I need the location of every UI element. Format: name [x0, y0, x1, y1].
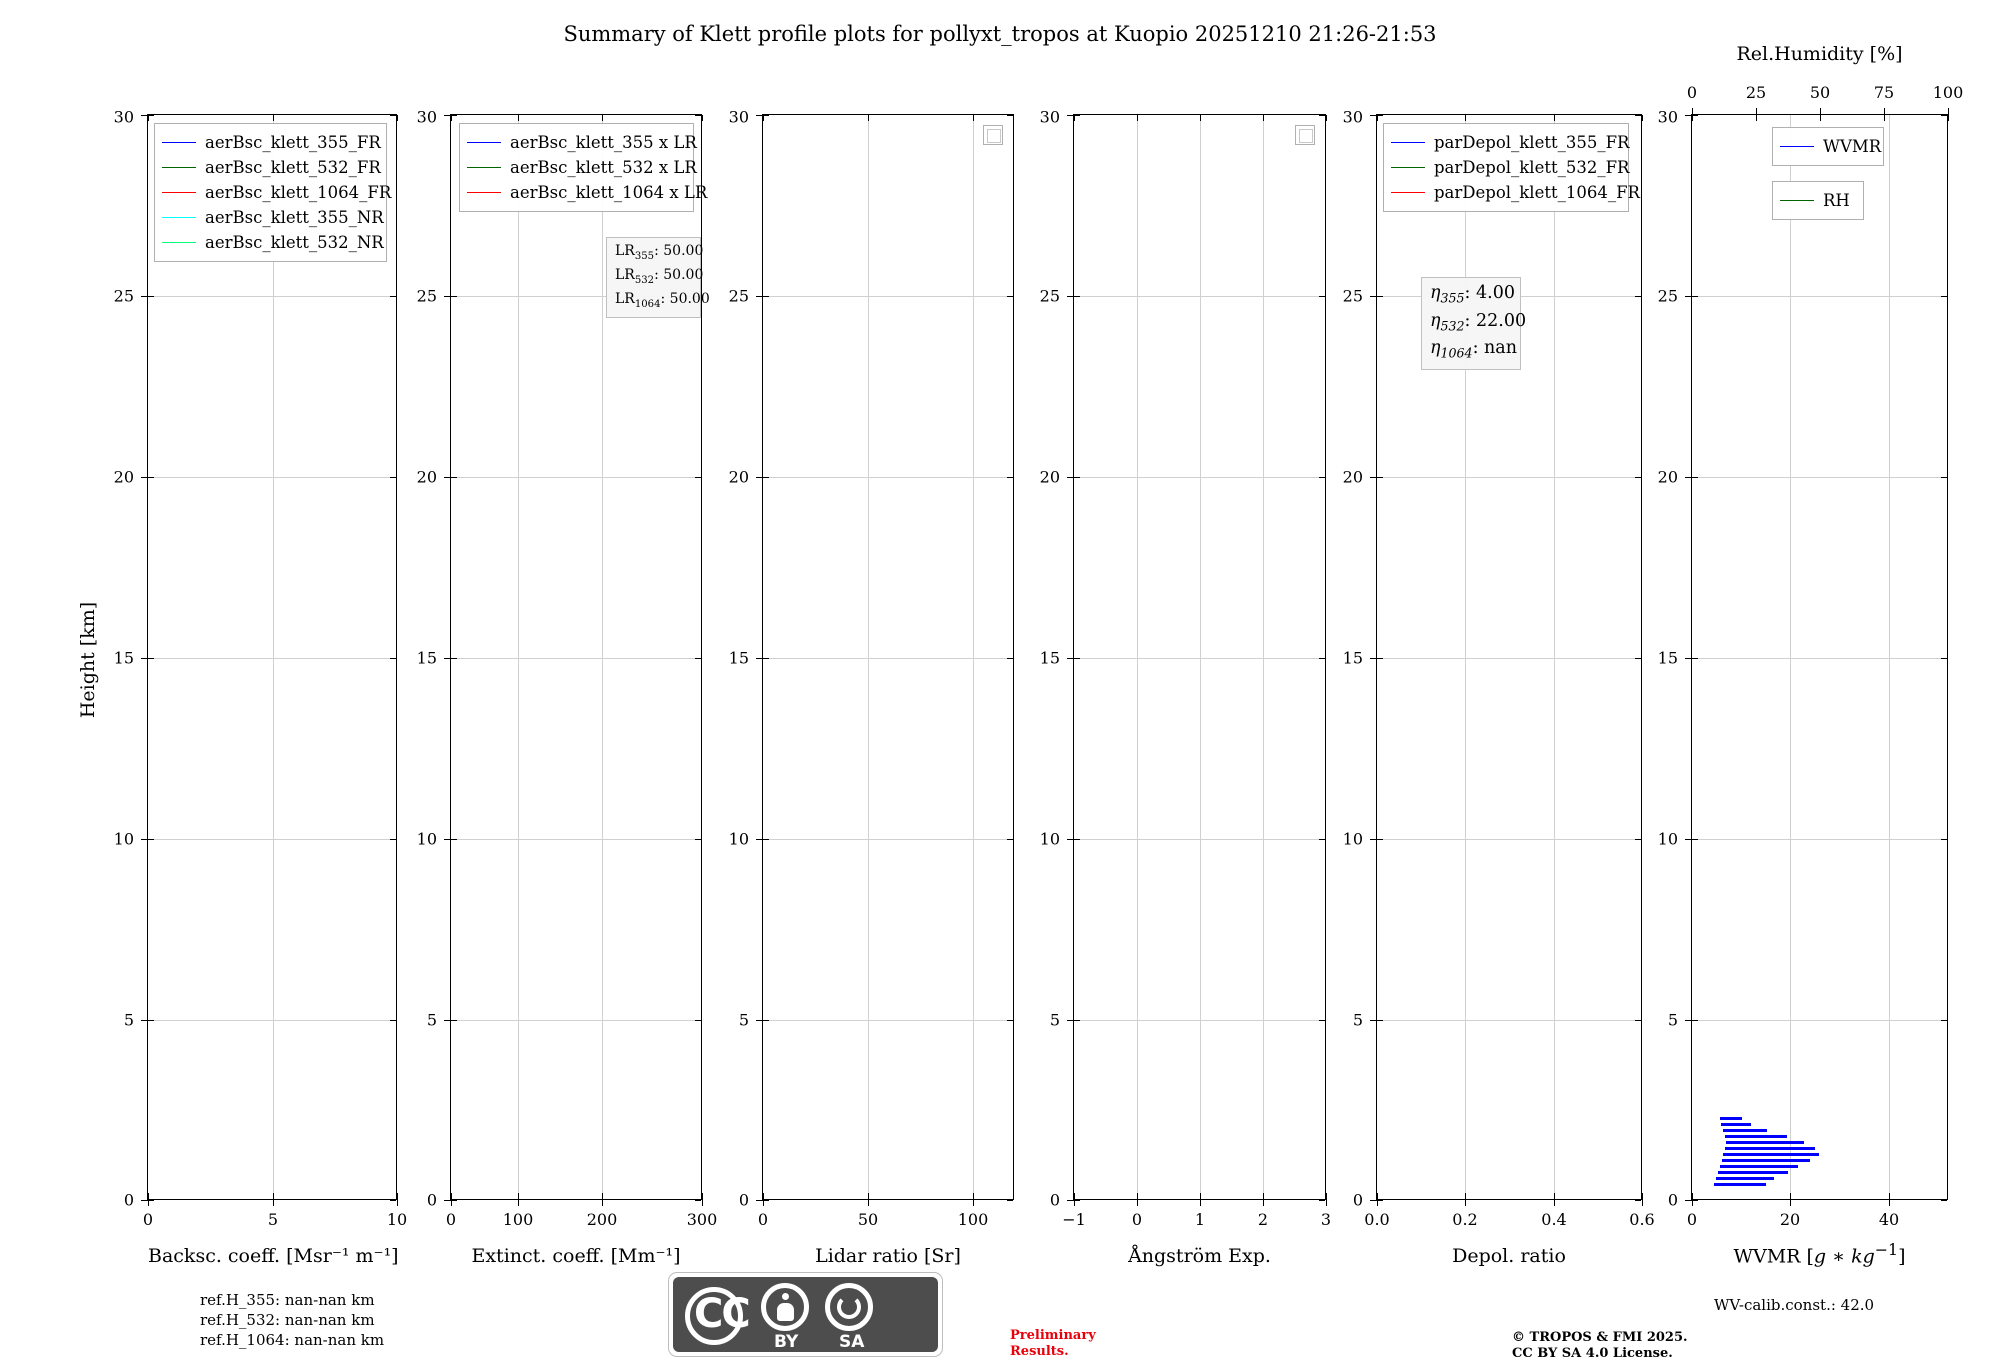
- legend-rh[interactable]: [1772, 181, 1864, 220]
- legend-empty-placeholder: [1299, 129, 1313, 143]
- legend-item[interactable]: [162, 130, 381, 155]
- preliminary-line: Results.: [1010, 1344, 1069, 1359]
- legend-label: aerBsc_klett_355_NR: [205, 208, 384, 227]
- y-tick-label: 10: [1342, 829, 1363, 849]
- y-tick-label: 15: [1342, 648, 1363, 668]
- y-tick-label: 15: [416, 648, 437, 668]
- legend-label: aerBsc_klett_1064 x LR: [510, 183, 708, 202]
- legend-line-swatch: [467, 167, 501, 168]
- y-tick-label: 20: [113, 467, 134, 487]
- legend-item[interactable]: [1780, 134, 1882, 159]
- y-tick-label: 5: [1667, 1010, 1678, 1030]
- y-tick-label: 20: [416, 467, 437, 487]
- legend-line-swatch: [1780, 146, 1814, 147]
- y-tick-label: 25: [1342, 286, 1363, 306]
- y-tick-label: 10: [1657, 829, 1678, 849]
- legend-label: parDepol_klett_355_FR: [1434, 133, 1630, 152]
- y-tick-label: 5: [738, 1010, 749, 1030]
- legend-item[interactable]: [467, 155, 697, 180]
- legend-empty-placeholder: [987, 129, 1001, 143]
- annotation-line: $LR_{355}$: 50.00: [615, 243, 704, 262]
- y-tick-label: 10: [113, 829, 134, 849]
- y-tick-label: 20: [1657, 467, 1678, 487]
- x-top-tick-label: 0: [1686, 83, 1698, 102]
- panel-lidar-ratio: [728, 107, 1014, 1267]
- legend-line-swatch: [1391, 192, 1425, 193]
- legend-label: RH: [1823, 191, 1850, 210]
- legend-label: parDepol_klett_1064_FR: [1434, 183, 1640, 202]
- x-axis-title: Backsc. coeff. [Msr⁻¹ m⁻¹]: [148, 1245, 399, 1267]
- x-tick-label: 1: [1194, 1210, 1206, 1229]
- preliminary-results-note: [1010, 1328, 1096, 1360]
- legend-label: parDepol_klett_532_FR: [1434, 158, 1630, 177]
- x-tick-label: 10: [386, 1210, 408, 1229]
- y-tick-label: 30: [1039, 107, 1060, 127]
- x-tick-label: 100: [957, 1210, 989, 1229]
- x-top-tick-label: 50: [1809, 83, 1831, 102]
- y-tick-label: 0: [1352, 1190, 1363, 1210]
- y-tick-label: 0: [1667, 1190, 1678, 1210]
- copyright-line: CC BY SA 4.0 License.: [1512, 1346, 1673, 1361]
- reference-height-box: [200, 1290, 384, 1350]
- legend-label: WVMR: [1823, 137, 1882, 156]
- y-tick-label: 30: [1342, 107, 1363, 127]
- y-tick-label: 25: [113, 286, 134, 306]
- y-tick-label: 15: [1657, 648, 1678, 668]
- legend-lidar-ratio[interactable]: [983, 125, 1003, 145]
- y-tick-label: 30: [113, 107, 134, 127]
- y-tick-label: 30: [1657, 107, 1678, 127]
- legend-line-swatch: [467, 142, 501, 143]
- legend-line-swatch: [162, 167, 196, 168]
- y-tick-label: 5: [426, 1010, 437, 1030]
- x-top-tick-label: 25: [1745, 83, 1767, 102]
- x-tick-label: 0.0: [1364, 1210, 1390, 1229]
- panel-depol-ratio: [1342, 107, 1655, 1267]
- x-axis-title: Lidar ratio [Sr]: [815, 1245, 961, 1267]
- legend-label: aerBsc_klett_1064_FR: [205, 183, 392, 202]
- y-tick-label: 25: [728, 286, 749, 306]
- x-tick-label: 200: [586, 1210, 618, 1229]
- y-tick-label: 5: [1049, 1010, 1060, 1030]
- annotation-lidar-ratios: [606, 237, 710, 318]
- legend-line-swatch: [1391, 142, 1425, 143]
- annotation-line: $\eta_{355}$: 4.00: [1430, 283, 1515, 306]
- y-tick-label: 30: [416, 107, 437, 127]
- y-tick-label: 15: [728, 648, 749, 668]
- legend-label: aerBsc_klett_532 x LR: [510, 158, 697, 177]
- copyright-line: © TROPOS & FMI 2025.: [1512, 1330, 1688, 1345]
- ref-height-line: ref.H_1064: nan-nan km: [200, 1331, 385, 1349]
- y-tick-label: 0: [426, 1190, 437, 1210]
- legend-backscatter[interactable]: [154, 123, 392, 262]
- x-tick-label: 0: [445, 1210, 457, 1229]
- legend-item[interactable]: [467, 130, 697, 155]
- annotation-line: $\eta_{1064}$: nan: [1430, 338, 1518, 361]
- legend-item[interactable]: [1780, 188, 1854, 213]
- annotation-line: $LR_{532}$: 50.00: [615, 266, 704, 286]
- y-tick-label: 30: [728, 107, 749, 127]
- y-tick-label: 25: [1657, 286, 1678, 306]
- annotation-line: $LR_{1064}$: 50.00: [615, 290, 710, 310]
- x-tick-label: 40: [1878, 1210, 1900, 1229]
- panel-wvmr-rh: [1657, 43, 1964, 1267]
- x-tick-label: 0.2: [1452, 1210, 1478, 1229]
- y-tick-label: 15: [113, 648, 134, 668]
- legend-label: aerBsc_klett_355_FR: [205, 133, 381, 152]
- y-tick-label: 25: [416, 286, 437, 306]
- annotation-line: $\eta_{532}$: 22.00: [1430, 310, 1527, 333]
- x-top-tick-label: 100: [1932, 83, 1964, 102]
- page-title: Summary of Klett profile plots for pollyxt_tropos at Kuopio 20251210 21:26-21:53: [563, 22, 1437, 46]
- legend-label: aerBsc_klett_532_NR: [205, 233, 384, 252]
- legend-label: aerBsc_klett_532_FR: [205, 158, 381, 177]
- sa-arrow-icon: [837, 1295, 861, 1319]
- x-top-tick-label: 75: [1873, 83, 1895, 102]
- by-person-body: [777, 1303, 794, 1321]
- x-tick-label: 0: [757, 1210, 769, 1229]
- y-tick-label: 20: [1039, 467, 1060, 487]
- y-axis-title: Height [km]: [77, 601, 99, 719]
- x-tick-label: 300: [686, 1210, 718, 1229]
- x-tick-label: 0: [1686, 1210, 1698, 1229]
- by-label: BY: [774, 1332, 799, 1352]
- x-tick-label: 2: [1257, 1210, 1269, 1229]
- legend-item[interactable]: [162, 230, 384, 255]
- x-tick-label: 5: [267, 1210, 279, 1229]
- y-tick-label: 0: [1049, 1190, 1060, 1210]
- legend-item[interactable]: [1391, 155, 1630, 180]
- y-tick-label: 10: [1039, 829, 1060, 849]
- y-tick-label: 15: [1039, 648, 1060, 668]
- legend-line-swatch: [467, 192, 501, 193]
- legend-angstrom[interactable]: [1295, 125, 1315, 145]
- ref-height-line: ref.H_355: nan-nan km: [200, 1291, 375, 1309]
- cc-logo-text: CC: [694, 1291, 749, 1337]
- x-axis-title: WVMR [g ∗ $kg^{-1}$]: [1733, 1239, 1906, 1267]
- legend-line-swatch: [162, 142, 196, 143]
- legend-line-swatch: [1780, 200, 1814, 201]
- x-tick-label: 100: [502, 1210, 534, 1229]
- y-tick-label: 0: [123, 1190, 134, 1210]
- legend-item[interactable]: [1391, 130, 1630, 155]
- panel-angstrom-exponent: [1039, 107, 1332, 1267]
- legend-item[interactable]: [467, 180, 708, 205]
- y-tick-label: 0: [738, 1190, 749, 1210]
- y-tick-label: 5: [123, 1010, 134, 1030]
- annotation-eta-values: [1421, 277, 1527, 370]
- x-tick-label: −1: [1062, 1210, 1086, 1229]
- legend-item[interactable]: [1391, 180, 1640, 205]
- legend-line-swatch: [162, 192, 196, 193]
- x-tick-label: 3: [1320, 1210, 1332, 1229]
- preliminary-line: Preliminary: [1010, 1328, 1096, 1343]
- copyright-note: [1512, 1330, 1688, 1362]
- legend-extinction[interactable]: [459, 123, 708, 212]
- cc-license-badge[interactable]: [668, 1272, 943, 1357]
- x-tick-label: 50: [857, 1210, 879, 1229]
- y-tick-label: 25: [1039, 286, 1060, 306]
- panel-extinction: [416, 107, 718, 1267]
- y-tick-label: 20: [1342, 467, 1363, 487]
- x-axis-title-top: Rel.Humidity [%]: [1736, 43, 1903, 65]
- by-person-icon: [782, 1293, 789, 1300]
- x-axis-title: Extinct. coeff. [Mm⁻¹]: [471, 1245, 681, 1267]
- y-tick-label: 10: [416, 829, 437, 849]
- x-axis-title: Ångström Exp.: [1128, 1245, 1271, 1267]
- ref-height-line: ref.H_532: nan-nan km: [200, 1311, 375, 1329]
- wv-calibration-constant: WV-calib.const.: 42.0: [1714, 1296, 1875, 1314]
- x-tick-label: 20: [1779, 1210, 1801, 1229]
- legend-item[interactable]: [162, 155, 381, 180]
- legend-line-swatch: [162, 217, 196, 218]
- x-tick-label: 0.6: [1629, 1210, 1655, 1229]
- panel-backscatter: [113, 107, 408, 1267]
- x-tick-label: 0.4: [1541, 1210, 1567, 1229]
- y-tick-label: 20: [728, 467, 749, 487]
- legend-depol-ratio[interactable]: [1383, 123, 1640, 212]
- legend-label: aerBsc_klett_355 x LR: [510, 133, 697, 152]
- sa-label: SA: [839, 1332, 865, 1352]
- legend-item[interactable]: [162, 180, 392, 205]
- x-tick-label: 0: [1131, 1210, 1143, 1229]
- legend-line-swatch: [162, 242, 196, 243]
- x-tick-label: 0: [142, 1210, 154, 1229]
- legend-line-swatch: [1391, 167, 1425, 168]
- legend-wvmr[interactable]: [1772, 127, 1884, 166]
- x-axis-title: Depol. ratio: [1452, 1245, 1566, 1267]
- y-tick-label: 5: [1352, 1010, 1363, 1030]
- legend-item[interactable]: [162, 205, 384, 230]
- y-tick-label: 10: [728, 829, 749, 849]
